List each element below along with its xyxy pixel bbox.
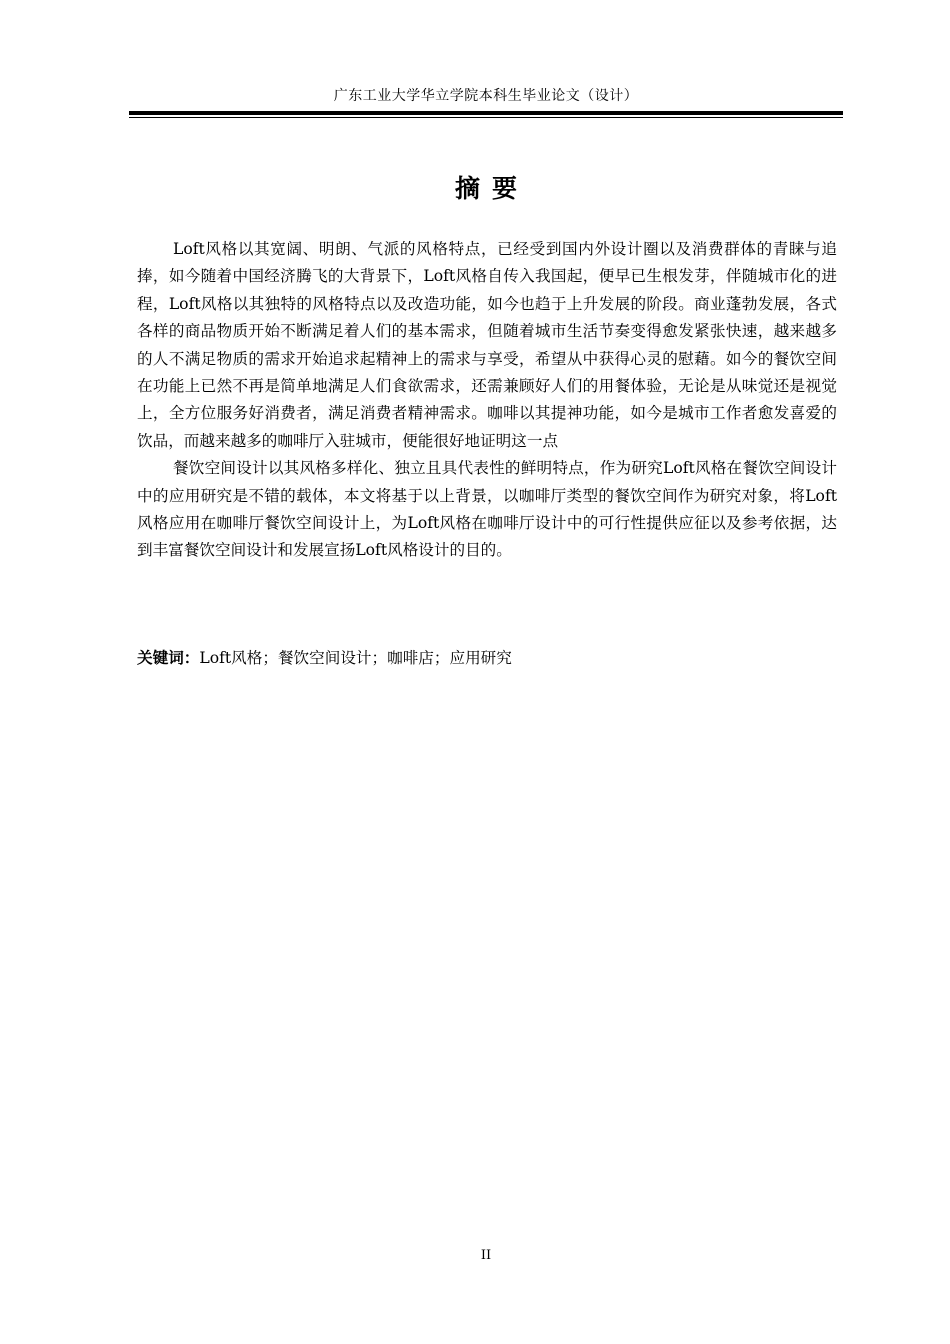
abstract-paragraph-2: 餐饮空间设计以其风格多样化、独立且具代表性的鲜明特点，作为研究Loft风格在餐饮空间设计中的应用研究是不错的载体，本文将基于以上背景，以咖啡厅类型的餐饮空间作为研究对象，将Loft风格应用在咖啡厅餐饮空间设计上，为Loft风格在咖啡厅设计中的可行性提供应征以及参考依据，达到丰富餐饮空间设计和发展宣扬Loft风格设计的目的。 (137, 459, 837, 560)
abstract-body (137, 236, 837, 565)
header-rule-thin (129, 117, 843, 118)
abstract-title: 摘要 (454, 174, 529, 203)
header-rule-thick (129, 111, 843, 115)
abstract-paragraph-1: Loft风格以其宽阔、明朗、气派的风格特点，已经受到国内外设计圈以及消费群体的青睐与追捧，如今随着中国经济腾飞的大背景下，Loft风格自传入我国起，便早已生根发芽，伴随城市化的进程，Loft风格以其独特的风格特点以及改造功能，如今也趋于上升发展的阶段。商业蓬勃发展，各式各样的商品物质开始不断满足着人们的基本需求，但随着城市生活节奏变得愈发紧张快速，越来越多的人不满足物质的需求开始追求起精神上的需求与享受，希望从中获得心灵的慰藉。如今的餐饮空间在功能上已然不再是简单地满足人们食欲需求，还需兼顾好人们的用餐体验，无论是从味觉还是视觉上，全方位服务好消费者，满足消费者精神需求。咖啡以其提神功能，如今是城市工作者愈发喜爱的饮品，而越来越多的咖啡厅入驻城市，便能很好地证明这一点 (137, 240, 837, 450)
running-header: 广东工业大学华立学院本科生毕业论文（设计） (333, 88, 639, 104)
keywords-label: 关键词： (137, 649, 200, 667)
page-number: II (480, 1248, 492, 1263)
keywords-line (137, 645, 837, 672)
keywords-value: Loft风格；餐饮空间设计；咖啡店；应用研究 (199, 649, 512, 667)
